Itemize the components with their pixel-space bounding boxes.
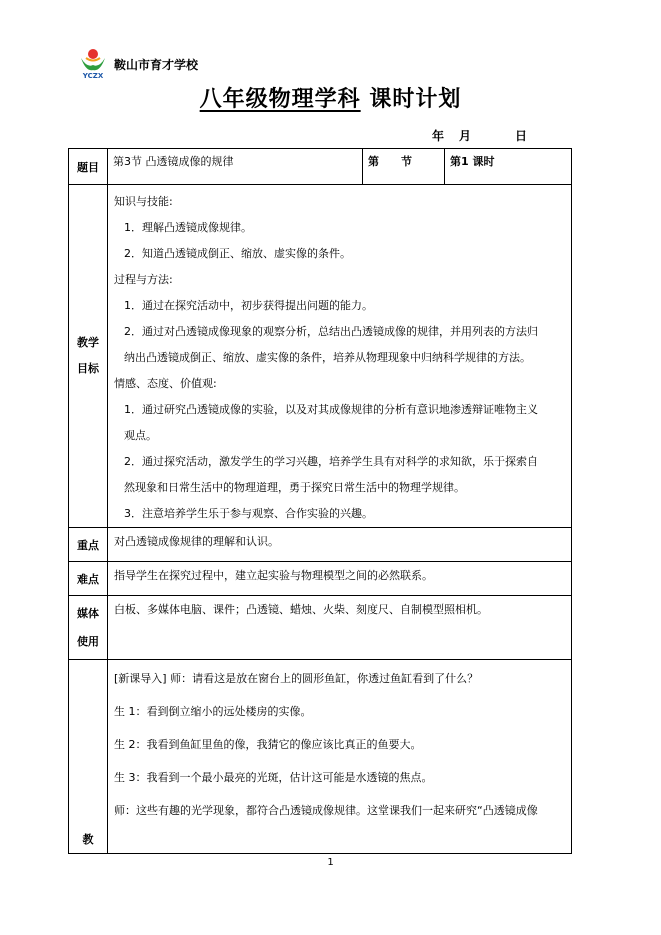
media-label-2: 使用 [77,634,99,648]
objectives-label [69,185,108,528]
emotion-item-1a: 1．通过研究凸透镜成像的实验，以及对其成像规律的分析有意识地渗透辩证唯物主义 [124,403,538,416]
knowledge-heading: 知识与技能: [114,195,173,208]
school-name: 鞍山市育才学校 [114,58,199,72]
process-item-2a: 2．通过对凸透镜成像现象的观察分析，总结出凸透镜成像的规律，并用列表的方法归 [124,325,538,338]
emotion-item-3: 3．注意培养学生乐于参与观察、合作实验的兴趣。 [124,507,373,520]
teaching-row [69,660,572,854]
school-logo [78,46,108,80]
difficulty-value: 指导学生在探究过程中，建立起实验与物理模型之间的必然联系。 [108,562,572,596]
key-label: 重点 [69,528,108,562]
title-subject: 八年级物理学科 [199,87,361,112]
knowledge-item-1: 1．理解凸透镜成像规律。 [124,221,252,234]
key-row [69,528,572,562]
objectives-label-1: 教学 [77,336,99,349]
topic-row [69,149,572,185]
objectives-row [69,185,572,528]
process-item-1: 1．通过在探究活动中，初步获得提出问题的能力。 [124,299,373,312]
student-3-answer: 生 3：我看到一个最小最亮的光斑，估计这可能是水透镜的焦点。 [114,771,433,784]
date-year: 年 [432,129,445,143]
lesson-content [108,660,572,854]
media-row [69,596,572,660]
title-plan: 课时计划 [369,87,462,112]
teaching-label: 教 [69,660,108,854]
process-item-2b: 纳出凸透镜成倒正、缩放、虚实像的条件，培养从物理现象中归纳科学规律的方法。 [124,351,531,364]
logo-text: YCZX [82,72,104,80]
knowledge-item-2: 2．知道凸透镜成倒正、缩放、虚实像的条件。 [124,247,351,260]
student-2-answer: 生 2：我看到鱼缸里鱼的像，我猜它的像应该比真正的鱼要大。 [114,738,422,751]
topic-label: 题目 [69,149,108,185]
process-heading: 过程与方法: [114,273,173,286]
media-value: 白板、多媒体电脑、课件；凸透镜、蜡烛、火柴、刻度尺、自制模型照相机。 [108,596,572,660]
page-number: 1 [327,857,334,868]
lesson-intro: [新课导入] 师：请看这是放在窗台上的圆形鱼缸，你透过鱼缸看到了什么？ [114,672,479,685]
emotion-item-2b: 然现象和日常生活中的物理道理，勇于探究日常生活中的物理学规律。 [124,481,465,494]
topic-value: 第3节 凸透镜成像的规律 [108,149,363,185]
emotion-heading: 情感、态度、价值观: [114,377,217,390]
key-value: 对凸透镜成像规律的理解和认识。 [108,528,572,562]
teacher-summary: 师：这些有趣的光学现象，都符合凸透镜成像规律。这堂课我们一起来研究“凸透镜成像 [114,804,538,817]
emotion-item-2a: 2．通过探究活动，激发学生的学习兴趣，培养学生具有对科学的求知欲，乐于探索自 [124,455,538,468]
media-label-1: 媒体 [77,606,99,620]
objectives-content [108,185,572,528]
emotion-item-1b: 观点。 [124,429,157,442]
difficulty-label: 难点 [69,562,108,596]
media-label [69,596,108,660]
lesson-plan-table [68,148,572,854]
date-day: 日 [515,129,528,143]
difficulty-row [69,562,572,596]
objectives-label-2: 目标 [77,362,99,375]
student-1-answer: 生 1：看到倒立缩小的远处楼房的实像。 [114,705,312,718]
section-label: 第 节 [363,149,445,185]
page-title [0,82,661,113]
date-month: 月 [459,129,472,143]
period-label: 第1 课时 [445,149,572,185]
